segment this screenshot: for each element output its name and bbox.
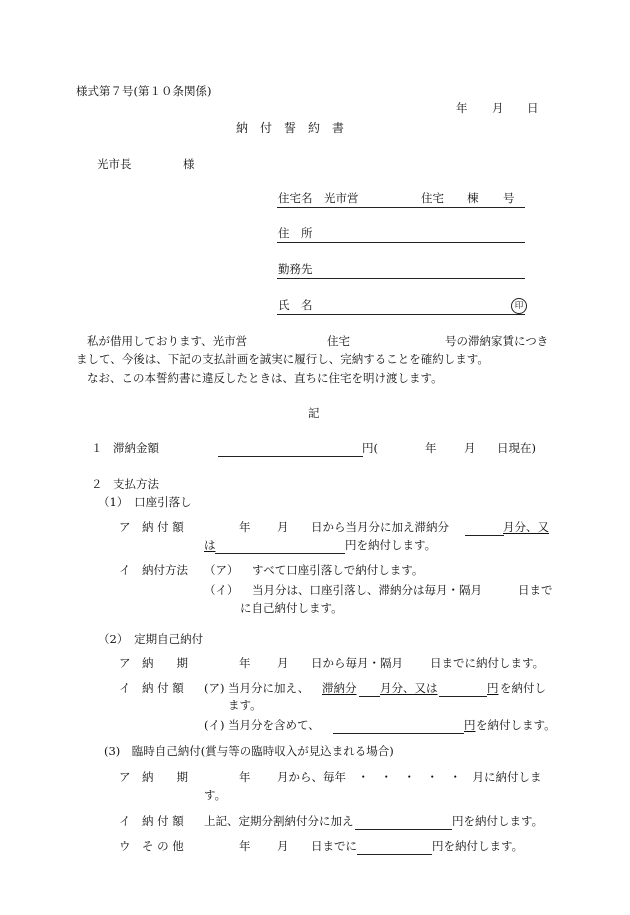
s3-b-text1: 上記、定期分割納付分に加え [204, 814, 354, 828]
s3-c-year: 年 [239, 839, 251, 853]
s3-c-text2: 円を納付します。 [432, 839, 524, 853]
s1-a-year: 年 [239, 520, 251, 534]
number-label: 号 [503, 191, 515, 205]
s1-b2-mark: （イ） [204, 583, 239, 597]
housing-label: 住宅名 [278, 191, 313, 205]
addressee-honorific: 様 [183, 157, 195, 171]
intro-line1-b: 住宅 [327, 334, 350, 348]
s2-a-text2: 日までに納付します。 [430, 656, 545, 670]
s2-b2-text1: 当月分を含めて、 [228, 718, 320, 732]
s1-b2-text3: に自己納付します。 [240, 601, 343, 615]
section1-month: 月 [464, 441, 476, 455]
section1-year: 年 [425, 441, 437, 455]
s1-amount-field[interactable] [215, 553, 345, 554]
name-field[interactable] [277, 314, 525, 315]
section1-as-of: 日現在) [497, 441, 536, 455]
section1-number: １ [91, 441, 103, 455]
subsection2-title: （2） 定期自己納付 [98, 632, 204, 646]
name-label: 氏 名 [278, 298, 313, 312]
section1-label: 滞納金額 [113, 441, 159, 455]
s1-a-month: 月 [277, 520, 289, 534]
housing-unit: 住宅 [421, 191, 444, 205]
s3-b-label: イ 納 付 額 [119, 814, 184, 828]
s3-a-text1: 月から、毎年 ・ ・ ・ ・ ・ 月に納付しま [277, 770, 542, 784]
seal-mark: 印 [511, 298, 527, 314]
s1-a-text3: は [204, 538, 216, 552]
s1-a-text2: 月分、又 [503, 520, 549, 534]
section1-yen: 円( [362, 441, 378, 455]
addressee-name: 光市長 [97, 157, 132, 171]
intro-line2: まして、今後は、下記の支払計画を誠実に履行し、完納することを確約します。 [76, 352, 489, 366]
ki-heading: 記 [308, 406, 320, 420]
s2-b1-text6: ます。 [228, 698, 262, 712]
s3-extra-amount-field[interactable] [355, 829, 452, 830]
s2-b2-text2: 円 [464, 718, 476, 732]
s1-b1-mark: （ア） [204, 563, 239, 577]
s2-b1-text2: 滞納分 [322, 681, 357, 695]
s2-total-field[interactable] [333, 733, 464, 734]
housing-line[interactable] [277, 207, 525, 208]
s2-a-text1: 日から毎月・隔月 [311, 656, 403, 670]
date-month-label: 月 [492, 101, 504, 115]
s2-b2-mark: (イ) [204, 718, 225, 732]
s3-c-text1: 日までに [311, 839, 357, 853]
s2-b2-text3: を納付します。 [476, 718, 556, 732]
date-year-label: 年 [456, 101, 468, 115]
s2-b-label: イ 納 付 額 [119, 681, 184, 695]
s1-a-text4: 円を納付します。 [345, 538, 437, 552]
s2-arrears-months-field[interactable] [359, 696, 380, 697]
s2-b1-text5: を納付し [500, 681, 546, 695]
section2-label: 支払方法 [113, 477, 159, 491]
s1-b-label: イ 納付方法 [119, 563, 188, 577]
s2-b1-text3: 月分、又は [380, 681, 438, 695]
s2-b1-mark: (ア) [204, 681, 225, 695]
s2-amount-field[interactable] [439, 696, 487, 697]
s2-a-label: ア 納 期 [119, 656, 188, 670]
s3-c-month: 月 [277, 839, 289, 853]
s3-c-label: ウ そ の 他 [119, 839, 184, 853]
s3-b-text2: 円を納付します。 [452, 814, 544, 828]
s1-b2-text2: 日まで [518, 583, 553, 597]
s2-a-month: 月 [277, 656, 289, 670]
s1-a-label: ア 納 付 額 [119, 520, 184, 534]
s3-a-label: ア 納 期 [119, 770, 188, 784]
date-day-label: 日 [527, 101, 539, 115]
s3-other-amount-field[interactable] [357, 854, 432, 855]
s3-a-year: 年 [239, 770, 251, 784]
work-label: 勤務先 [278, 262, 313, 276]
section2-number: ２ [91, 477, 103, 491]
address-label: 住 所 [278, 226, 313, 240]
intro-line1-c: 号の滞納家賃につき [445, 334, 549, 348]
s3-a-text2: す。 [204, 788, 227, 802]
subsection1-title: （1） 口座引落し [98, 495, 192, 509]
housing-name: 光市営 [324, 191, 359, 205]
subsection3-title: (3) 臨時自己納付(賞与等の臨時収入が見込まれる場合) [104, 744, 394, 758]
address-field[interactable] [277, 242, 525, 243]
form-number: 様式第７号(第１０条関係) [76, 84, 212, 98]
s2-a-year: 年 [239, 656, 251, 670]
s1-arrears-months-field[interactable] [465, 535, 504, 536]
intro-line3: なお、この本誓約書に違反したときは、直ちに住宅を明け渡します。 [87, 371, 443, 385]
s2-b1-text1: 当月分に加え、 [228, 681, 310, 695]
intro-line1-a: 私が借用しております、光市営 [87, 334, 248, 348]
work-field[interactable] [277, 278, 525, 279]
s1-a-text1: 日から当月分に加え滞納分 [311, 520, 449, 534]
s2-b1-text4: 円 [487, 681, 499, 695]
building-label: 棟 [467, 191, 479, 205]
s1-b2-text1: 当月分は、口座引落し、滞納分は毎月・隔月 [252, 583, 482, 597]
s1-b1-text: すべて口座引落しで納付します。 [252, 563, 424, 577]
document-title: 納 付 誓 約 書 [236, 121, 345, 135]
arrears-amount-field[interactable] [218, 456, 363, 457]
